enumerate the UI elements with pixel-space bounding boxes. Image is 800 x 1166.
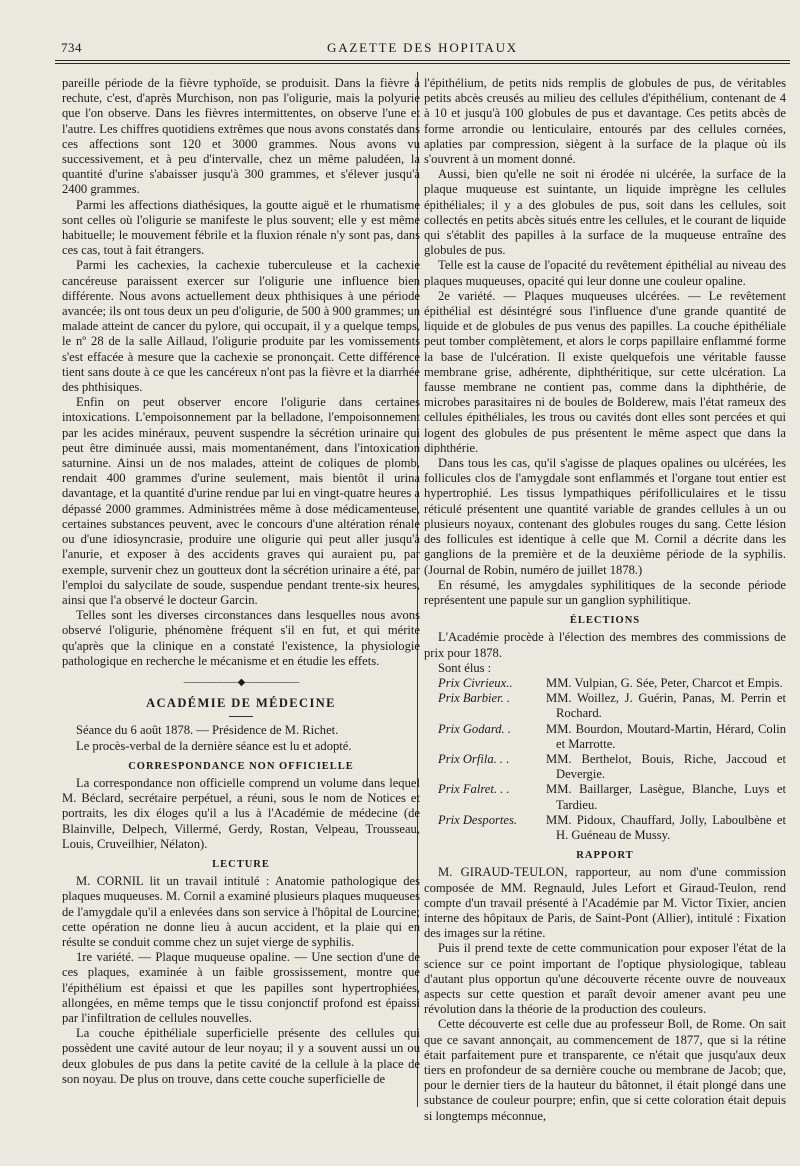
page-number: 734: [61, 40, 82, 55]
paragraph: pareille période de la fièvre typhoïde, se produisit. Dans la fièvre à rechute, c'est, d'après Murchison, non pas l'oligurie, mais la polyurie que l'on observe. Dans les fièvres intermittentes, on observe l'une et l'autre. Les chiffres quotidiens extrêmes que nous avons constatés dans ces affections sont 120 et 3000 grammes. Nous avons vu successivement, et à peu d'intervalle, chez un même paludéen, la quantité d'urine s'abaisser jusqu'à 300 grammes, et s'élever jusqu'à 2400 grammes.: [62, 76, 420, 197]
paragraph: Parmi les affections diathésiques, la goutte aiguë et le rhumatisme sont celles où l'oligurie se manifeste le plus souvent; elle y est même habituelle; le mouvement fébrile et la fluxion rénale n'y sont pas, dans ces cas, tout à fait étrangers.: [62, 197, 420, 258]
prize-row: [424, 782, 786, 812]
prize-members: MM. Woillez, J. Guérin, Panas, M. Perrin et Rochard.: [546, 691, 786, 721]
prize-row: [424, 722, 786, 752]
prize-members: MM. Berthelot, Bouis, Riche, Jaccoud et Devergie.: [546, 751, 786, 782]
paragraph: Telles sont les diverses circonstances dans lesquelles nous avons observé l'oligurie, phénomène fréquent s'il en fut, et qui mérite qu'après que la clinique en a constaté l'existence, la physiologie pathologique en recherche le mécanisme et en étudie les effets.: [62, 608, 420, 668]
section-separator: ——————◆——————: [183, 676, 299, 688]
paragraph: 2e variété. — Plaques muqueuses ulcérées. — Le revêtement épithélial est désintégré sous l'influence d'une grande quantité de liquide et de globules de pus venus des papilles. La couche épithéliale peut tomber complètement, et alors le corps papillaire enflammé forme la base de l'ulcération. Il existe quelquefois une véritable fausse membrane grise, adhérente, diphthéritique, sur cette ulcération. La fausse membrane ne contient pas, comme dans la diphthérie, de microbes parasitaires ni de boules de Bolderew, mais l'état rameux des cellules épithéliales, les trous ou cavités dont elles sont percées et qui logent des globules de pus présentent le même aspect que dans la diphthérie.: [424, 288, 786, 455]
paragraph: M. CORNIL lit un travail intitulé : Anatomie pathologique des plaques muqueuses. M. Cornil a examiné plusieurs plaques muqueuses de l'amygdale qu'il a enlevées dans son service à l'hôpital de Lourcine; cette opération ne donne lieu à aucun accident, et la plaie qui en résulte se conduit comme chez un sujet vierge de syphilis.: [62, 874, 420, 949]
lecture-heading: LECTURE: [212, 858, 270, 870]
proces-verbal: Le procès-verbal de la dernière séance est lu et adopté.: [76, 738, 352, 753]
correspondance-heading: CORRESPONDANCE NON OFFICIELLE: [128, 760, 354, 772]
prize-members: MM. Vulpian, G. Sée, Peter, Charcot et Empis.: [546, 675, 783, 690]
prize-name: Prix Desportes.: [438, 812, 518, 827]
prize-row: [424, 752, 786, 782]
paragraph: l'épithélium, de petits nids remplis de globules de pus, de véritables petits abcès creusés au milieu des cellules d'épithélium, contenant de 4 à 10 et jusqu'à 100 globules de pus et davantage. Ces petits abcès de forme arrondie ou lenticulaire, entourés par des cellules cornées, aplaties par compression, siègent à la surface de la plaque où ils s'ouvrent à un moment donné.: [424, 76, 786, 167]
paragraph: Telle est la cause de l'opacité du revêtement épithélial au niveau des plaques muqueuses, opacité qui leur donne une couleur opaline.: [424, 258, 786, 288]
academie-heading: ACADÉMIE DE MÉDECINE: [146, 696, 336, 711]
prize-name: Prix Falret. . .: [438, 782, 510, 797]
prize-members: MM. Baillarger, Lasègue, Blanche, Luys et Tardieu.: [546, 782, 786, 812]
short-rule: [229, 716, 253, 717]
right-column: [424, 76, 786, 1124]
paragraph: La couche épithéliale superficielle présente des cellules qui possèdent une cavité autour de leur noyau; il y a souvent aussi un ou deux globules de pus dans la petite cavité de la cellule à la place de son noyau. De plus on trouve, dans cette couche superficielle de: [62, 1026, 420, 1086]
paragraph: Puis il prend texte de cette communication pour exposer l'état de la science sur ce point important de l'optique physiologique, tableau d'autant plus opportun qu'une découverte récente ouvre de nouveaux aspects sur cette question et paraît devoir amener avant peu une révolution dans la théorie de la production des couleurs.: [424, 941, 786, 1017]
header-rule-thin: [55, 63, 790, 64]
rapport-heading: RAPPORT: [576, 850, 634, 862]
paragraph: La correspondance non officielle comprend un volume dans lequel M. Béclard, secrétaire perpétuel, a réuni, sous le nom de Notices et portraits, les dix éloges qu'il a lus à l'Académie de médecine (de Blainville, Delpech, Villermé, Gerdy, Rostan, Velpeau, Trousseau, Louis, Cruveilhier, Nélaton).: [62, 775, 420, 851]
paragraph: Cette découverte est celle due au professeur Boll, de Rome. On sait que ce savant annonçait, au commencement de 1877, que si la rétine était parfaitement pure et transparente, ce n'était que jusqu'aux deux tiers en profondeur de sa dernière couche ou membrane de Jacob; que, pour le dernier tiers de la hauteur du bâtonnet, il était plongé dans une substance de couleur pourpre; enfin, que si cette coloration était depuis si longtemps méconnue,: [424, 1017, 786, 1123]
paragraph: L'Académie procède à l'élection des membres des commissions de prix pour 1878.: [424, 630, 786, 660]
prize-name: Prix Godard. .: [438, 721, 511, 736]
paragraph: Sont élus :: [438, 660, 492, 675]
left-column: [62, 76, 420, 1087]
paragraph: Aussi, bien qu'elle ne soit ni érodée ni ulcérée, la surface de la plaque muqueuse est suintante, un liquide imprègne les cellules épithéliales; il y a des globules de pus, soit dans les cellules, soit collectés en petits abcès situés entre les cellules, et le courant de liquide qui s'établit des papilles à la surface de la muqueuse entraîne des globules de pus.: [424, 167, 786, 258]
prize-name: Prix Orfila. . .: [438, 751, 510, 766]
paragraph: 1re variété. — Plaque muqueuse opaline. — Une section d'une de ces plaques, examinée à un faible grossissement, montre que l'épithélium est épaissi et que les papilles sont hypertrophiées, allongées, en même temps que le tissu conjonctif profond est épaissi par l'infiltration de cellules nouvelles.: [62, 950, 420, 1025]
prize-name: Prix Civrieux..: [438, 675, 513, 690]
page-header: [55, 36, 790, 62]
seance-line: Séance du 6 août 1878. — Présidence de M. Richet.: [76, 723, 339, 738]
paragraph: Enfin on peut observer encore l'oligurie dans certaines intoxications. L'empoisonnement par la belladone, l'empoisonnement par les acides minéraux, peuvent suspendre la sécrétion urinaire qui peut être diminuée aussi, mais momentanément, dans l'intoxication saturnine. Ainsi un de nos malades, atteint de coliques de plomb, rendait 400 grammes d'urine seulement, mais bientôt il urina davantage, et la quantité d'urine rendue par lui en vingt-quatre heures a dépassé 2000 grammes. Administrées même à dose médicamenteuse, certaines substances peuvent, avec le concours d'une altération rénale ou d'une idiosyncrasie, produire une oligurie qui peut aller jusqu'à l'anurie, et exposer à des accidents graves qui auraient pu, par exemple, survenir chez un goutteux dont la sécrétion urinaire a été, par l'emploi du salycilate de soude, suspendue pendant trente-six heures, ainsi que l'a observé le docteur Garcin.: [62, 395, 420, 607]
prize-name: Prix Barbier. .: [438, 691, 511, 706]
paragraph: M. GIRAUD-TEULON, rapporteur, au nom d'une commission composée de MM. Regnauld, Jules Lefort et Giraud-Teulon, rend compte d'un travail présenté à l'Académie par M. Victor Tixier, ancien interne des hôpitaux de Paris, de Saint-Pont (Allier), intitulé : Fixation des images sur la rétine.: [424, 865, 786, 941]
paragraph: Dans tous les cas, qu'il s'agisse de plaques opalines ou ulcérées, les follicules clos de l'amygdale sont enflammés et l'organe tout entier est hypertrophié. Les tissus lympathiques périfolliculaires et le tissu réticulé présentent une quantité variable de grandes cellules à un ou plusieurs noyaux, contenant des globules rouges du sang. Cette lésion des follicules est identique à celle que M. Cornil a décrite dans les ganglions de la première et de la deuxième période de la syphilis. (Journal de Robin, numéro de juillet 1878.): [424, 456, 786, 577]
header-rule: [55, 60, 790, 61]
journal-title: GAZETTE DES HOPITAUX: [327, 40, 518, 55]
paragraph: Parmi les cachexies, la cachexie tuberculeuse et la cachexie cancéreuse paraissent exercer sur l'oligurie une influence bien différente. Nous avons actuellement deux phthisiques à une période avancée; ils ont tous deux un peu d'oligurie, de 500 à 900 grammes; un malade atteint de cancer du pylore, qui occupait, il y a quelque temps, le nº 28 de la salle Aillaud, l'oligurie produite par les vomissements s'est effacée à mesure que la cachexie se prononçait. Cette différence tient sans doute à ce que les cancéreux n'ont pas la fièvre et la diarrhée des phthisiques.: [62, 258, 420, 395]
elections-heading: ÉLECTIONS: [569, 615, 641, 627]
prize-members: MM. Pidoux, Chauffard, Jolly, Laboulbène et H. Guéneau de Mussy.: [546, 812, 786, 842]
prize-row: [424, 691, 786, 721]
paragraph: En résumé, les amygdales syphilitiques de la seconde période représentent une papule sur un ganglion syphilitique.: [424, 577, 786, 607]
prize-row: [424, 813, 786, 843]
prize-row: [424, 676, 786, 691]
prize-members: MM. Bourdon, Moutard-Martin, Hérard, Colin et Marrotte.: [546, 721, 786, 751]
